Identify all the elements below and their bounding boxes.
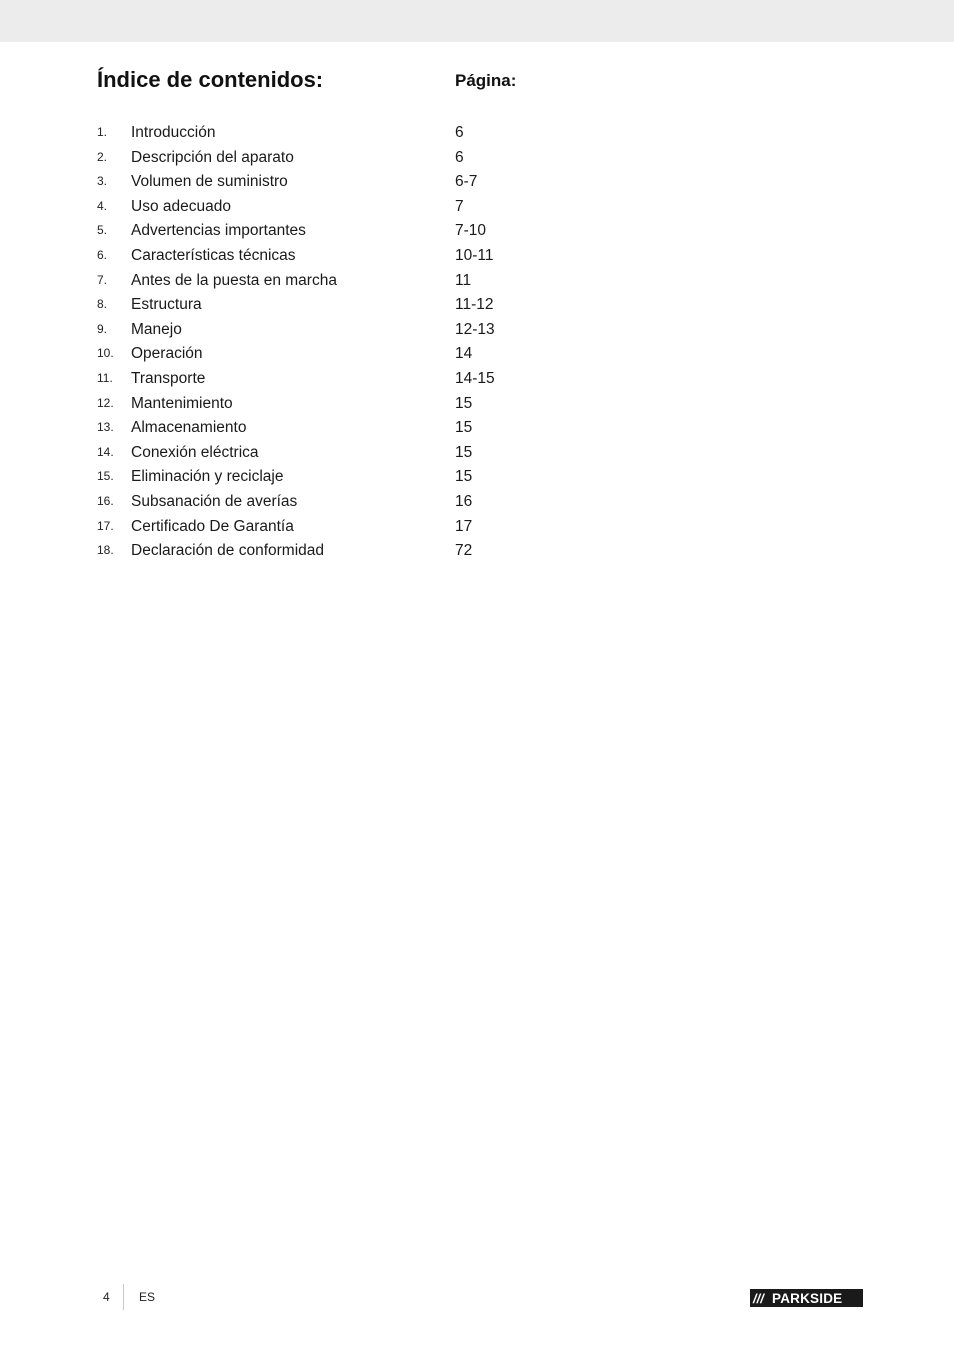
- toc-entry-number: 6.: [97, 247, 108, 262]
- toc-entry: [97, 121, 557, 146]
- top-band: [0, 0, 954, 42]
- toc-entry-page: 16: [455, 492, 473, 510]
- toc-entry: [97, 539, 557, 564]
- toc-entry: [97, 293, 557, 318]
- toc-entry-number: 18.: [97, 543, 114, 558]
- toc-entry-number: 10.: [97, 346, 114, 361]
- toc-entry: [97, 515, 557, 540]
- toc-entry: [97, 490, 557, 515]
- toc-entry-label: Mantenimiento: [131, 394, 233, 412]
- toc-entry-number: 7.: [97, 272, 108, 287]
- toc-entry-page: 14: [455, 345, 473, 363]
- toc-entry-label: Descripción del aparato: [131, 148, 294, 166]
- toc-entry-number: 17.: [97, 518, 114, 533]
- toc-entry: [97, 416, 557, 441]
- logo-slashes: ///: [753, 1291, 764, 1306]
- toc-entry-label: Almacenamiento: [131, 419, 247, 437]
- toc-entry: [97, 392, 557, 417]
- toc-entry-page: 15: [455, 394, 473, 412]
- toc-entry: [97, 465, 557, 490]
- toc-entry-label: Eliminación y reciclaje: [131, 468, 284, 486]
- toc-entry-number: 3.: [97, 174, 108, 189]
- toc-entry-page: 7-10: [455, 222, 487, 240]
- toc-entry-number: 16.: [97, 493, 114, 508]
- toc-entry-label: Advertencias importantes: [131, 222, 306, 240]
- toc-entry-page: 6: [455, 124, 464, 141]
- toc-entry: [97, 367, 557, 392]
- toc-entry-page: 10-11: [455, 246, 494, 264]
- toc-entry: [97, 219, 557, 244]
- toc-entry-number: 2.: [97, 149, 108, 164]
- toc-entry-page: 11-12: [455, 296, 494, 314]
- page-title: Índice de contenidos:: [97, 67, 324, 92]
- parkside-logo: [750, 1289, 863, 1307]
- toc-entry-number: 1.: [97, 125, 108, 139]
- toc-entry-number: 9.: [97, 321, 108, 336]
- toc-entry-label: Uso adecuado: [131, 197, 231, 215]
- toc-entry-page: 12-13: [455, 320, 495, 338]
- toc-entry-number: 15.: [97, 469, 114, 484]
- toc-entry-label: Manejo: [131, 320, 182, 338]
- toc-entry-label: Subsanación de averías: [131, 492, 298, 510]
- toc-entry-page: 7: [455, 197, 464, 215]
- toc-entry: [97, 318, 557, 343]
- table-of-contents: [97, 121, 557, 564]
- footer-language: ES: [139, 1290, 156, 1304]
- toc-entry-label: Introducción: [131, 124, 216, 141]
- toc-entry: [97, 170, 557, 195]
- page-column-heading: Página:: [455, 71, 517, 90]
- toc-entry-page: 17: [455, 517, 473, 535]
- toc-entry: [97, 441, 557, 466]
- footer-divider: [123, 1284, 124, 1310]
- toc-entry-page: 6: [455, 148, 464, 166]
- toc-entry-label: Declaración de conformidad: [131, 542, 324, 560]
- toc-entry-number: 8.: [97, 297, 108, 312]
- toc-entry-number: 11.: [97, 370, 113, 385]
- toc-entry-page: 72: [455, 542, 473, 560]
- toc-entry-label: Conexión eléctrica: [131, 443, 259, 461]
- toc-entry-page: 14-15: [455, 369, 495, 387]
- toc-entry-number: 14.: [97, 444, 114, 459]
- toc-entry-page: 11: [455, 271, 472, 289]
- toc-entry-label: Volumen de suministro: [131, 173, 288, 191]
- toc-entry: [97, 146, 557, 171]
- toc-entry-page: 15: [455, 419, 473, 437]
- toc-entry-page: 15: [455, 468, 473, 486]
- toc-entry-page: 6-7: [455, 173, 478, 191]
- toc-entry: [97, 269, 557, 294]
- toc-entry: [97, 342, 557, 367]
- toc-entry-label: Operación: [131, 345, 203, 363]
- toc-entry-number: 4.: [97, 198, 108, 213]
- toc-entry-label: Estructura: [131, 296, 202, 314]
- toc-entry: [97, 195, 557, 220]
- toc-entry-number: 13.: [97, 420, 114, 435]
- toc-entry-label: Certificado De Garantía: [131, 517, 294, 535]
- toc-entry-label: Transporte: [131, 369, 206, 387]
- toc-entry-number: 5.: [97, 223, 108, 238]
- toc-entry-label: Características técnicas: [131, 246, 296, 264]
- toc-entry-label: Antes de la puesta en marcha: [131, 271, 337, 289]
- toc-entry-page: 15: [455, 443, 473, 461]
- toc-entry: [97, 244, 557, 269]
- logo-wordmark: PARKSIDE: [772, 1291, 843, 1306]
- footer-page-number: 4: [103, 1290, 110, 1304]
- toc-entry-number: 12.: [97, 395, 114, 410]
